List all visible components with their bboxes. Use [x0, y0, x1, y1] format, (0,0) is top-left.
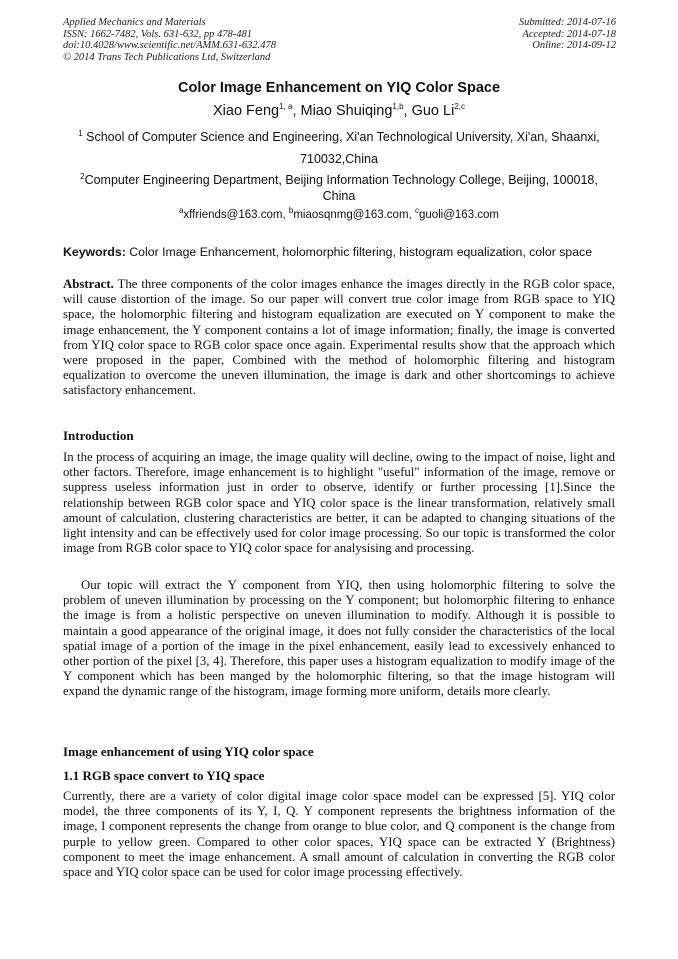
- dates-info: [519, 17, 616, 63]
- copyright: © 2014 Trans Tech Publications Ltd, Switzerland: [63, 51, 271, 63]
- subsection-heading: 1.1 RGB space convert to YIQ space: [63, 768, 265, 783]
- submitted-date: Submitted: 2014-07-16: [518, 17, 616, 28]
- page-header: [63, 17, 616, 63]
- issn: ISSN: 1662-7482, Vols. 631-632, pp 478-481: [63, 28, 252, 40]
- doi: doi:10.4028/www.scientific.net/AMM.631-632.478: [63, 40, 276, 51]
- author-name: Miao Shuiqing: [300, 103, 393, 119]
- email-sup: a: [178, 206, 184, 216]
- paragraph: Currently, there are a variety of color digital image color space model can be expressed [5]. YIQ color model, the three components of its Y, I, Q. Y component represents the brightness information of the image, I component represents the change from orange to blue color, and Q component is the change from purple to yellow green. Compared to other color spaces, YIQ space can be extracted Y (Brightness) component to meet the image enhancement. A small amount of calculation in converting the RGB color space and YIQ color space can be used for color image processing effectively.: [63, 789, 615, 880]
- keywords-text: Color Image Enhancement, holomorphic filtering, histogram equalization, color space: [129, 245, 593, 259]
- paragraph: Our topic will extract the Y component from YIQ, then using holomorphic filtering to solve the problem of uneven illumination by processing on the Y component; but holomorphic filtering to enhance the image is from a holistic perspective on uneven illumination to modify. Although it is possible to maintain a good appearance of the original image, it does not fully consider the characteristics of the local spatial image of a portion of the image in the pixel enhancement, easily lead to excessively enhanced to other portion of the pixel [3, 4]. Therefore, this paper uses a histogram equalization to modify image of the Y component which has been manged by the holomorphic filtering, so that the image histogram will expand the dynamic range of the histogram, image forming more uniform, details more clearly.: [63, 578, 615, 699]
- abstract-label: Abstract.: [63, 277, 114, 291]
- affiliation-text: School of Computer Science and Engineering, Xi'an Technological University, Xi'an, Shaanxi, 710032,China: [86, 130, 600, 166]
- author-sup: 1, a: [279, 102, 293, 112]
- email-sup: b: [288, 206, 294, 216]
- section-heading: Image enhancement of using YIQ color space: [63, 744, 314, 759]
- email-list: $^a$xffriends@163.com, $^b$miaosqnmg@163.com, $^c$guoli@163.com: [178, 206, 500, 221]
- email[interactable]: guoli@163.com: [418, 209, 500, 221]
- online-date: Online: 2014-09-12: [532, 40, 616, 51]
- journal-name: Applied Mechanics and Materials: [63, 17, 206, 28]
- affiliation-1: [63, 126, 615, 170]
- author-sup: 2,c: [454, 102, 465, 112]
- author-name: Guo Li: [411, 103, 455, 119]
- email[interactable]: miaosqnmg@163.com: [293, 209, 409, 221]
- author-sup: 1,b: [392, 102, 404, 112]
- paper-title: Color Image Enhancement on YIQ Color Space: [177, 80, 501, 96]
- abstract: [63, 277, 615, 399]
- author-name: Xiao Feng: [212, 103, 280, 119]
- email[interactable]: xffriends@163.com: [183, 209, 283, 221]
- keywords: [63, 245, 623, 259]
- journal-info: [63, 17, 276, 63]
- email-sup: c: [414, 206, 419, 216]
- section-heading: Introduction: [63, 428, 134, 443]
- affiliation-text: Computer Engineering Department, Beijing Information Technology College, Beijing, 100018, China: [84, 173, 598, 203]
- affiliation-sup: 2: [80, 171, 85, 181]
- keywords-label: Keywords:: [63, 245, 126, 259]
- affiliation-2: [63, 172, 615, 204]
- author-list: Xiao Feng$^{1, a}$, Miao Shuiqing$^{1,b}$, Guo Li$^{2,c}$: [212, 102, 465, 119]
- abstract-text: The three components of the color images enhance the images directly in the RGB color space, will cause distortion of the image. So our paper will convert true color image from RGB space to YIQ space, the holomorphic filtering and histogram equalization are executed on Y component to make the image enhancement, the Y component contains a lot of image information; finally, the image is converted from YIQ color space to RGB color space once again. Experimental results show that the approach which were proposed in the paper, Combined with the method of holomorphic filtering and histogram equalization to overcome the uneven illumination, the image is dark and other shortcomings to achieve satisfactory enhancement.: [63, 277, 616, 398]
- paragraph: In the process of acquiring an image, the image quality will decline, owing to the impact of noise, light and other factors. Therefore, image enhancement is to highlight "useful" information of the image, remove or suppress useless information just in order to observe, identify or further processing [1].Since the relationship between RGB color space and YIQ color space is the linear transformation, relatively small amount of calculation, clustering characteristics are better, it can be adapted to changing situations of the light intensity and can be effectively used for color image processing. So our topic is transformed the color image from RGB color space to YIQ color space for analysising and processing.: [63, 450, 615, 556]
- affiliation-sup: 1: [78, 128, 83, 138]
- accepted-date: Accepted: 2014-07-18: [522, 28, 616, 40]
